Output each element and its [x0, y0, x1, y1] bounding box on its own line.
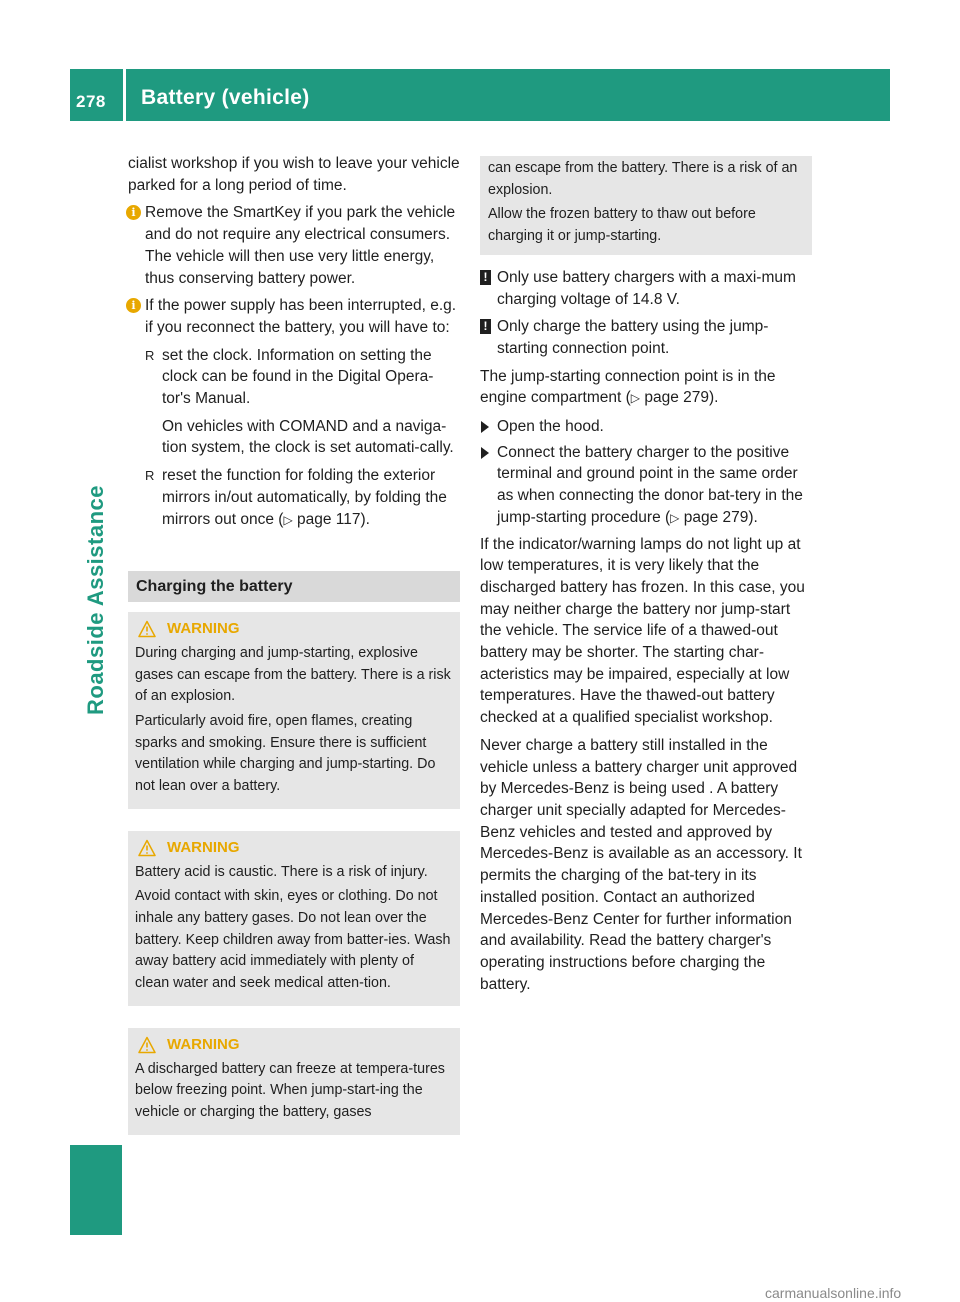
info-note-power	[128, 295, 460, 338]
warning-triangle-icon	[138, 1036, 156, 1054]
warning-text: Allow the frozen battery to thaw out before charging it or jump-starting.	[488, 206, 756, 245]
page-ref-arrow-icon: ▷	[630, 391, 641, 406]
info-note-smartkey	[128, 202, 460, 289]
step-text: Open the hood.	[497, 418, 604, 436]
watermark: carmanualsonline.info	[765, 1285, 902, 1301]
warning-title	[135, 1034, 452, 1056]
bullet-text: set the clock. Information on setting the clock can be found in the Digital Opera-tor's Manual.	[162, 346, 434, 408]
warning-text: can escape from the battery. There is a risk of an explosion.	[488, 160, 798, 198]
side-tab	[70, 1145, 122, 1235]
bullet-icon: R	[145, 468, 155, 484]
info-icon: i	[126, 298, 141, 313]
warning-text: During charging and jump-starting, explosive gases can escape from the battery. There is a risk of an explosion.	[135, 644, 451, 705]
warning-label: WARNING	[167, 1035, 240, 1053]
page-reference-link[interactable]: page 279).	[644, 389, 719, 407]
warning-triangle-icon	[138, 620, 156, 638]
arrow-right-icon	[481, 447, 489, 459]
bullet-clock	[145, 345, 460, 410]
exclamation-icon: !	[480, 319, 491, 334]
bullet-icon: R	[145, 347, 155, 363]
warning-box-explosion	[128, 612, 460, 809]
left-column	[128, 153, 460, 1149]
step-open-hood	[480, 416, 812, 438]
header-divider	[123, 69, 126, 121]
page-ref-arrow-icon: ▷	[670, 510, 680, 525]
right-column	[480, 156, 812, 1001]
chapter-label: Roadside Assistance	[83, 485, 108, 715]
warning-text: Avoid contact with skin, eyes or clothing. Do not inhale any battery gases. Do not lean over the battery. Keep children away from batter-ies. Wash away battery acid immediately with plenty of clean water and seek medical atten-tion.	[135, 888, 451, 992]
bullet-sub-paragraph: On vehicles with COMAND and a naviga-tion system, the clock is set automati-cally.	[162, 417, 454, 457]
info-icon: i	[126, 205, 141, 220]
warning-box-continued	[480, 156, 812, 255]
frozen-battery-paragraph: If the indicator/warning lamps do not light up at low temperatures, it is very likely that the discharged battery has frozen. In this case, you may neither charge the battery nor jump-start the vehicle. The service life of a thawed-out battery may be shorter. The starting char-acteristics may be impaired, especially at low temperatures. Have the thawed-out battery checked at a qualified specialist workshop.	[480, 535, 805, 727]
info-note-text: Remove the SmartKey if you park the vehicle and do not require any electrical consumers. The vehicle will then use very little energy, thus conserving battery power.	[145, 204, 456, 287]
page-reference-link[interactable]: page 279).	[683, 508, 758, 526]
step-connect-charger	[480, 442, 812, 530]
caution-note-voltage	[480, 267, 812, 310]
exclamation-icon: !	[480, 270, 491, 285]
step-text: Connect the battery charger to the positive terminal and ground point in the same order as when connecting the donor bat-tery in the jump-starting procedure (	[497, 443, 803, 526]
connection-point-paragraph	[480, 366, 812, 410]
warning-label: WARNING	[167, 620, 240, 638]
info-note-text: If the power supply has been interrupted, e.g. if you reconnect the battery, you will have to:	[145, 297, 457, 336]
warning-text: Battery acid is caustic. There is a risk of injury.	[135, 863, 428, 880]
section-title: Battery (vehicle)	[141, 86, 310, 109]
warning-label: WARNING	[167, 838, 240, 856]
warning-title	[135, 618, 452, 640]
caution-note-connection-point	[480, 316, 812, 359]
warning-text: A discharged battery can freeze at tempera-tures below freezing point. When jump-start-ing the vehicle or charging the battery, gases	[135, 1060, 445, 1120]
warning-text: Particularly avoid fire, open flames, creating sparks and smoking. Ensure there is sufficient ventilation while charging and jump-starting. Do not lean over a battery.	[135, 713, 436, 795]
warning-title	[135, 837, 452, 859]
caution-text: Only charge the battery using the jump-starting connection point.	[497, 318, 769, 357]
bullet-mirrors	[145, 465, 460, 531]
page-number: 278	[76, 92, 106, 111]
charging-heading: Charging the battery	[128, 571, 460, 602]
bullet-text: reset the function for folding the exterior mirrors in/out automatically, by folding the mirrors out once (	[162, 467, 447, 528]
charger-unit-paragraph: Never charge a battery still installed in the vehicle unless a battery charger unit approved by Mercedes-Benz is being used . A battery charger unit specially adapted for Mercedes-Benz vehicles and tested and approved by Mercedes-Benz is available as an accessory. It permits the charging of the bat-tery in its installed position. Contact an authorized Mercedes-Benz Center for further information and availability. Read the battery charger's operating instructions before charging the battery.	[480, 736, 802, 993]
page-reference-link[interactable]: page 117).	[297, 510, 370, 528]
caution-text: Only use battery chargers with a maxi-mum charging voltage of 14.8 V.	[497, 268, 796, 308]
warning-box-acid	[128, 831, 460, 1006]
warning-triangle-icon	[138, 839, 156, 857]
warning-box-freeze	[128, 1028, 460, 1135]
page-ref-arrow-icon: ▷	[283, 512, 293, 527]
paragraph-text: The jump-starting connection point is in the engine compartment (	[480, 367, 776, 407]
intro-paragraph: cialist workshop if you wish to leave your vehicle parked for a long period of time.	[128, 155, 460, 194]
arrow-right-icon	[481, 421, 489, 433]
